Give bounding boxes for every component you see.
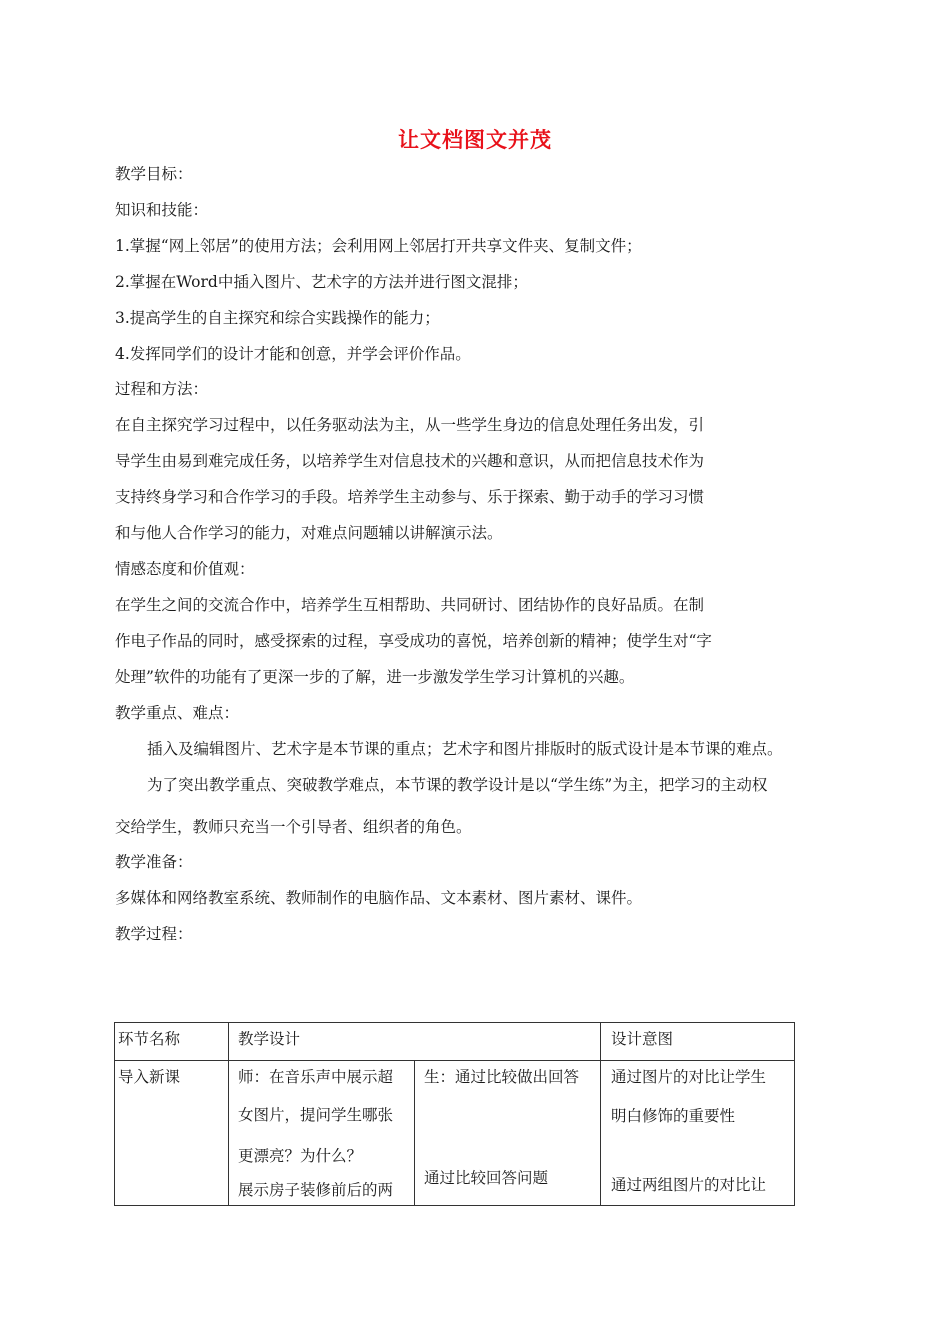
cell-design-intent: 通过图片的对比让学生 明白修饰的重要性 通过两组图片的对比让 xyxy=(601,1061,795,1206)
lesson-plan-table xyxy=(114,1022,795,1206)
paragraph-line: 插入及编辑图片、艺术字是本节课的重点；艺术字和图片排版时的版式设计是本节课的难点。 xyxy=(147,740,783,758)
paragraph-line: 在自主探究学习过程中，以任务驱动法为主，从一些学生身边的信息处理任务出发，引 xyxy=(115,416,705,434)
subheading-knowledge-skills: 知识和技能： xyxy=(115,201,209,219)
header-design: 教学设计 xyxy=(229,1023,601,1061)
header-stage: 环节名称 xyxy=(115,1023,229,1061)
section-heading-process: 教学过程： xyxy=(115,925,193,943)
objective-item-2: 2.掌握在Word中插入图片、艺术字的方法并进行图文混排； xyxy=(115,273,528,291)
paragraph-line: 为了突出教学重点、突破教学难点，本节课的教学设计是以“学生练”为主，把学习的主动权 xyxy=(147,776,768,794)
paragraph-line: 导学生由易到难完成任务，以培养学生对信息技术的兴趣和意识，从而把信息技术作为 xyxy=(115,452,705,470)
cell-student-activity: 生：通过比较做出回答 通过比较回答问题 xyxy=(415,1061,601,1206)
paragraph-line: 作电子作品的同时，感受探索的过程，享受成功的喜悦，培养创新的精神；使学生对“字 xyxy=(115,632,712,650)
objective-item-4: 4.发挥同学们的设计才能和创意，并学会评价作品。 xyxy=(115,345,471,363)
section-heading-preparation: 教学准备： xyxy=(115,853,193,871)
paragraph-line: 处理”软件的功能有了更深一步的了解，进一步激发学生学习计算机的兴趣。 xyxy=(115,668,635,686)
section-heading-objectives: 教学目标： xyxy=(115,165,193,183)
cell-stage: 导入新课 xyxy=(115,1061,229,1206)
paragraph-line: 在学生之间的交流合作中，培养学生互相帮助、共同研讨、团结协作的良好品质。在制 xyxy=(115,596,705,614)
table-row xyxy=(115,1061,795,1206)
section-heading-key-points: 教学重点、难点： xyxy=(115,704,240,722)
paragraph-line: 支持终身学习和合作学习的手段。培养学生主动参与、乐于探索、勤于动手的学习习惯 xyxy=(115,488,705,506)
cell-teacher-activity: 师：在音乐声中展示超 女图片，提问学生哪张 更漂亮？为什么？ 展示房子装修前后的两 xyxy=(229,1061,415,1206)
paragraph-line: 交给学生，教师只充当一个引导者、组织者的角色。 xyxy=(115,818,472,836)
objective-item-1: 1.掌握“网上邻居”的使用方法；会利用网上邻居打开共享文件夹、复制文件； xyxy=(115,237,642,255)
paragraph-line: 和与他人合作学习的能力，对难点问题辅以讲解演示法。 xyxy=(115,524,503,542)
header-intent: 设计意图 xyxy=(601,1023,795,1061)
table-header-row xyxy=(115,1023,795,1061)
subheading-process-method: 过程和方法： xyxy=(115,380,209,398)
subheading-attitude-values: 情感态度和价值观： xyxy=(115,560,255,578)
objective-item-3: 3.提高学生的自主探究和综合实践操作的能力； xyxy=(115,309,440,327)
document-title: 让文档图文并茂 xyxy=(398,128,552,152)
paragraph-line: 多媒体和网络教室系统、教师制作的电脑作品、文本素材、图片素材、课件。 xyxy=(115,889,643,907)
